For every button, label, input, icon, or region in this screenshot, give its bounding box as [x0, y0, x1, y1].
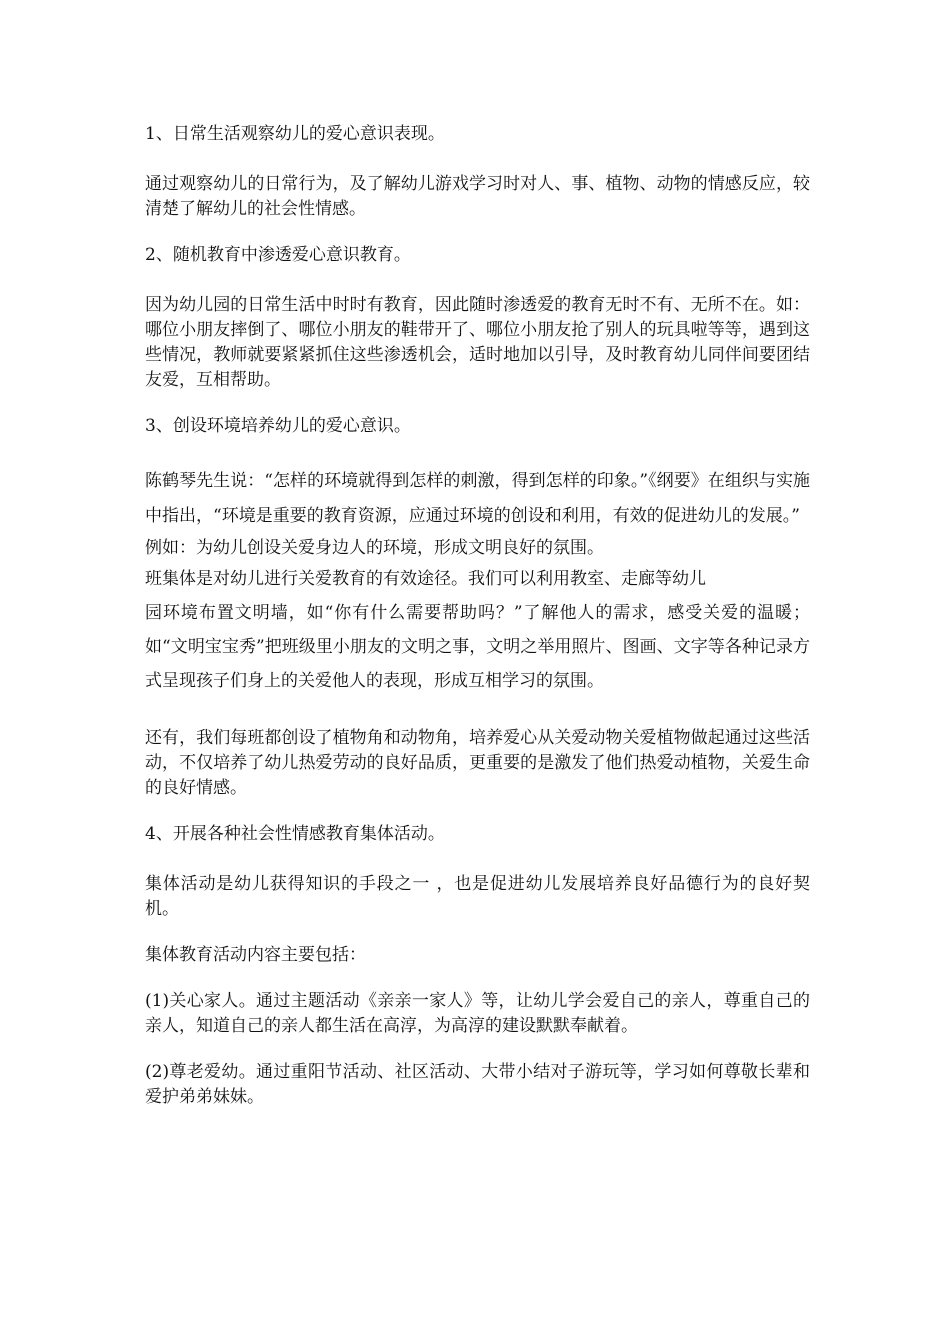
class-collective-line-1: 班集体是对幼儿进行关爱教育的有效途径。我们可以利用教室、走廊等幼儿 [145, 569, 706, 589]
paragraph-activity-contents: 集体教育活动内容主要包括： [145, 945, 366, 965]
paragraph-plant-animal-corner: 还有，我们每班都创设了植物角和动物角，培养爱心从关爱动物关爱植物做起通过这些活动，不仅培养了幼儿热爱劳动的良好品质，更重要的是激发了他们热爱动植物，关爱生命的良好情感。 [145, 728, 810, 798]
section-heading-4: 4、开展各种社会性情感教育集体活动。 [145, 824, 445, 844]
document-page [145, 122, 810, 1131]
paragraph-class-collective [145, 562, 810, 698]
paragraph-collective-activity: 集体活动是幼儿获得知识的手段之一 ，也是促进幼儿发展培养良好品德行为的良好契机。 [145, 874, 810, 919]
section-heading-1: 1、日常生活观察幼儿的爱心意识表现。 [145, 124, 445, 144]
paragraph-random-education: 因为幼儿园的日常生活中时时有教育，因此随时渗透爱的教育无时不有、无所不在。如：哪位小朋友摔倒了、哪位小朋友的鞋带开了、哪位小朋友抢了别人的玩具啦等等，遇到这些情况，教师就要紧紧抓住这些渗透机会，适时地加以引导，及时教育幼儿同伴间要团结友爱，互相帮助。 [145, 295, 810, 390]
paragraph-example: 例如：为幼儿创设关爱身边人的环境，形成文明良好的氛围。 [145, 538, 604, 558]
paragraph-quote: 陈鹤琴先生说：“怎样的环境就得到怎样的刺激，得到怎样的印象。”《纲要》在组织与实施中指出，“环境是重要的教育资源，应通过环境的创设和利用，有效的促进幼儿的发展。” [145, 471, 810, 526]
list-item-care-family: (1)关心家人。通过主题活动《亲亲一家人》等，让幼儿学会爱自己的亲人，尊重自己的亲人，知道自己的亲人都生活在高淳，为高淳的建设默默奉献着。 [145, 991, 810, 1036]
section-heading-3: 3、创设环境培养幼儿的爱心意识。 [145, 416, 411, 436]
section-heading-2: 2、随机教育中渗透爱心意识教育。 [145, 245, 411, 265]
class-collective-rest: 园环境布置文明墙，如“你有什么需要帮助吗？”了解他人的需求，感受关爱的温暖；如“文明宝宝秀”把班级里小朋友的文明之事，文明之举用照片、图画、文字等各种记录方式呈现孩子们身上的关爱他人的表现，形成互相学习的氛围。 [145, 603, 810, 691]
paragraph-observation: 通过观察幼儿的日常行为，及了解幼儿游戏学习时对人、事、植物、动物的情感反应，较清楚了解幼儿的社会性情感。 [145, 174, 810, 219]
list-item-respect-elders: (2)尊老爱幼。通过重阳节活动、社区活动、大带小结对子游玩等，学习如何尊敬长辈和爱护弟弟妹妹。 [145, 1062, 810, 1107]
